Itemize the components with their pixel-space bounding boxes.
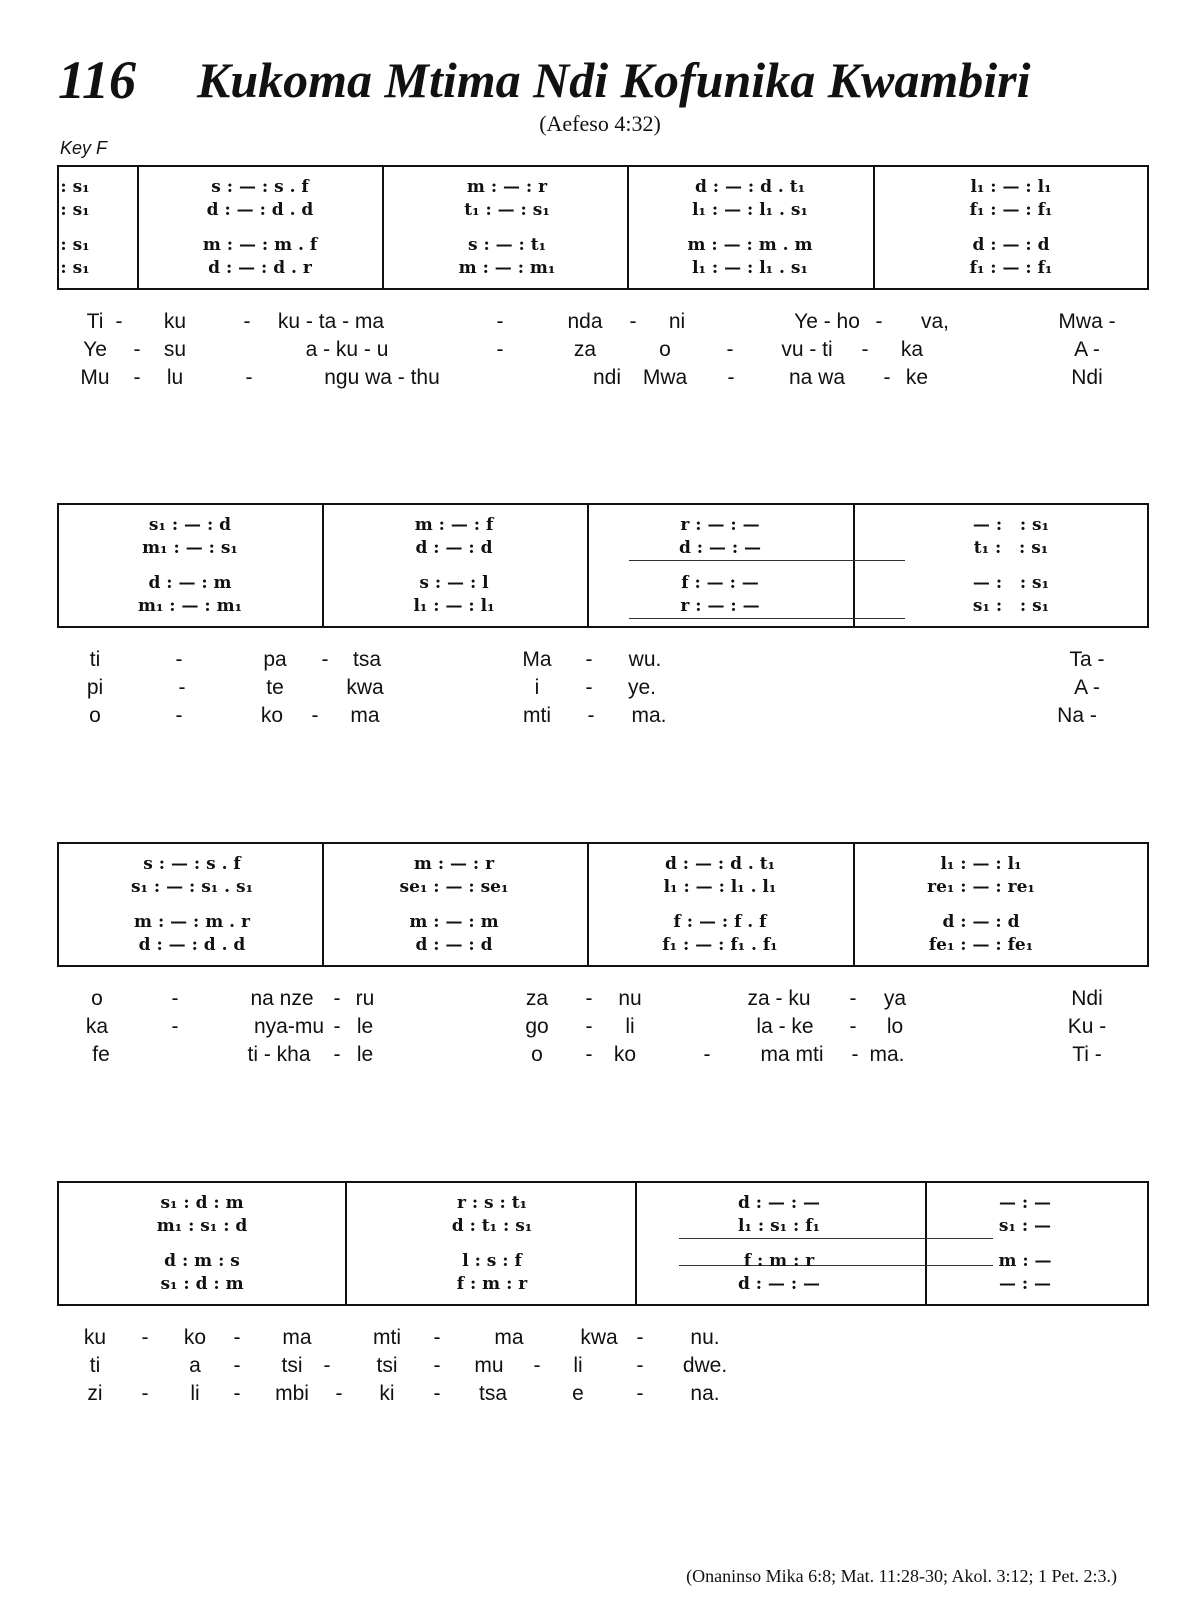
lyric-syllable: Ndi: [1071, 987, 1103, 1010]
lyric-syllable: -: [433, 1326, 441, 1349]
lyric-line-verse-2: [57, 336, 1149, 364]
lyric-syllable: -: [851, 1043, 859, 1066]
solfa-measure: r : s : t₁: [456, 1193, 528, 1213]
lyric-syllable: e: [572, 1382, 584, 1405]
lyric-syllable: ku: [83, 1326, 107, 1349]
lyric-line-verse-1: [57, 308, 1149, 336]
solfa-measure: f : m : r: [456, 1274, 528, 1294]
solfa-measure: l₁ : — : l₁ . s₁: [692, 200, 808, 220]
lyric-syllable: -: [585, 676, 593, 699]
lyric-syllable: ko: [183, 1326, 207, 1349]
solfa-measure: : s₁: [60, 235, 90, 255]
lyric-syllable: za: [573, 338, 597, 361]
lyric-syllable: Ta -: [1069, 648, 1105, 671]
lyric-line-verse-1: [57, 646, 1149, 674]
lyric-syllable: ru: [355, 987, 375, 1010]
lyric-syllable: tsa: [352, 648, 382, 671]
lyric-syllable: -: [636, 1354, 644, 1377]
lyric-line-verse-1: [57, 985, 1149, 1013]
solfa-measure: f : m : r: [743, 1251, 815, 1271]
solfa-measure: m : —: [998, 1251, 1052, 1271]
solfa-measure: s₁ : — : s₁ . s₁: [130, 877, 254, 897]
lyric-syllable: ma mti: [760, 1043, 824, 1066]
lyric-syllable: a - ku - u: [305, 338, 389, 361]
solfa-measure: d : — : d . r: [208, 258, 312, 278]
lyric-syllable: ko: [260, 704, 284, 727]
lyric-syllable: nya-mu: [253, 1015, 325, 1038]
solfa-measure: d : — : —: [737, 1274, 821, 1294]
solfa-measure: s₁ : d : m: [160, 1193, 244, 1213]
lyric-syllable: -: [585, 1015, 593, 1038]
solfa-measure: fe₁ : — : fe₁: [928, 935, 1034, 955]
solfa-measure: — : : s₁: [972, 573, 1050, 593]
lyric-syllable: na nze: [250, 987, 314, 1010]
lyric-syllable: za: [525, 987, 549, 1010]
lyric-line-verse-3: [57, 364, 1149, 392]
solfa-measure: : s₁: [60, 200, 90, 220]
lyric-syllable: Ndi: [1071, 366, 1103, 389]
solfa-measure: f : — : —: [681, 573, 759, 593]
lyric-syllable: i: [534, 676, 540, 699]
lyric-syllable: ye.: [627, 676, 657, 699]
lyric-syllable: zi: [87, 1382, 103, 1405]
solfa-measure: s₁ : d : m: [160, 1274, 244, 1294]
lyric-syllable: la - ke: [756, 1015, 814, 1038]
lyric-syllable: Ti -: [1072, 1043, 1102, 1066]
lyric-syllable: -: [141, 1382, 149, 1405]
scripture-reference: (Aefeso 4:32): [539, 111, 661, 136]
voice-part-row: [57, 256, 1149, 280]
lyric-syllable: ngu wa - thu: [324, 366, 440, 389]
solfa-measure: m : — : r: [413, 854, 495, 874]
lyric-syllable: o: [531, 1043, 543, 1066]
key-signature-label: Key F: [60, 138, 108, 158]
lyric-syllable: nda: [567, 310, 603, 333]
voice-part-row: [57, 1191, 1149, 1215]
solfa-measure: f₁ : — : f₁: [969, 200, 1053, 220]
solfa-measure: m₁ : s₁ : d: [156, 1216, 248, 1236]
lyric-syllable: -: [243, 310, 251, 333]
solfa-measure: l₁ : — : l₁ . s₁: [692, 258, 808, 278]
solfa-measure: m : — : f: [414, 515, 494, 535]
lyric-syllable: -: [849, 987, 857, 1010]
lyric-syllable: -: [141, 1326, 149, 1349]
solfa-measure: f₁ : — : f₁ . f₁: [662, 935, 778, 955]
lyric-syllable: -: [433, 1382, 441, 1405]
lyric-line-verse-2: [57, 1013, 1149, 1041]
solfa-measure: s : — : s . f: [143, 854, 241, 874]
lyric-syllable: tsa: [478, 1382, 508, 1405]
music-system-2: [57, 503, 1149, 736]
lyric-syllable: -: [883, 366, 891, 389]
lyric-syllable: -: [171, 1015, 179, 1038]
lyric-syllable: fe: [92, 1043, 110, 1066]
lyric-syllable: -: [587, 704, 595, 727]
lyric-syllable: -: [133, 366, 141, 389]
lyric-syllable: su: [163, 338, 187, 361]
lyric-syllable: -: [496, 338, 504, 361]
solfa-measure: d : — : —: [737, 1193, 821, 1213]
lyric-syllable: A -: [1074, 676, 1100, 699]
lyric-syllable: Na -: [1057, 704, 1097, 727]
lyric-line-verse-3: [57, 702, 1149, 730]
lyric-syllable: kwa: [580, 1326, 618, 1349]
lyric-syllable: vu - ti: [781, 338, 833, 361]
solfa-measure: — : —: [998, 1274, 1052, 1294]
lyric-syllable: A -: [1074, 338, 1100, 361]
lyric-syllable: Mu: [80, 366, 110, 389]
voice-part-row: [57, 594, 1149, 618]
solfa-measure: t₁ : : s₁: [973, 538, 1049, 558]
lyric-syllable: le: [356, 1015, 374, 1038]
lyric-syllable: dwe.: [682, 1354, 728, 1377]
lyric-syllable: ku - ta - ma: [277, 310, 385, 333]
lyric-syllable: -: [629, 310, 637, 333]
voice-part-row: [57, 513, 1149, 537]
lyric-syllable: ke: [905, 366, 929, 389]
solfa-measure: s : — : l: [419, 573, 489, 593]
lyric-syllable: Ye: [83, 338, 107, 361]
lyric-syllable: -: [703, 1043, 711, 1066]
lyric-syllable: -: [849, 1015, 857, 1038]
solfa-measure: d : — : d: [415, 538, 493, 558]
lyric-syllable: -: [585, 1043, 593, 1066]
solfa-measure: d : — : d . t₁: [694, 177, 806, 197]
music-system-3: [57, 842, 1149, 1075]
lyric-syllable: ti: [89, 1354, 101, 1377]
hymn-title: Kukoma Mtima Ndi Kofunika Kwambiri: [197, 52, 1031, 108]
lyric-syllable: go: [525, 1015, 549, 1038]
lyric-syllable: -: [636, 1382, 644, 1405]
lyric-syllable: li: [625, 1015, 635, 1038]
solfa-measure: r : — : —: [680, 596, 760, 616]
solfa-measure: f : — : f . f: [673, 912, 767, 932]
solfa-measure: — : : s₁: [972, 515, 1050, 535]
music-system-1: [57, 165, 1149, 398]
voice-part-row: [57, 1272, 1149, 1296]
solfa-measure: l : s : f: [462, 1251, 522, 1271]
solfa-measure: r : — : —: [680, 515, 760, 535]
lyric-syllable: -: [875, 310, 883, 333]
lyric-syllable: ko: [613, 1043, 637, 1066]
slur-line: [629, 560, 905, 561]
lyric-syllable: tsi: [281, 1354, 303, 1377]
lyric-syllable: -: [175, 704, 183, 727]
voice-part-row: [57, 233, 1149, 257]
lyric-syllable: nu.: [690, 1326, 720, 1349]
lyric-syllable: ma.: [631, 704, 667, 727]
lyric-syllable: -: [726, 338, 734, 361]
solfa-measure: d : — : m: [148, 573, 232, 593]
lyric-syllable: ti: [89, 648, 101, 671]
lyric-syllable: o: [91, 987, 103, 1010]
solfa-measure: — : —: [998, 1193, 1052, 1213]
voice-part-row: [57, 933, 1149, 957]
lyric-syllable: za - ku: [747, 987, 811, 1010]
lyric-syllable: tsi: [376, 1354, 398, 1377]
lyric-syllable: ma: [494, 1326, 524, 1349]
voice-part-row: [57, 536, 1149, 560]
lyric-syllable: -: [175, 648, 183, 671]
lyric-syllable: ni: [668, 310, 686, 333]
voice-part-row: [57, 1214, 1149, 1238]
lyric-syllable: ma.: [869, 1043, 905, 1066]
solfa-measure: m : — : r: [466, 177, 548, 197]
lyric-syllable: na.: [690, 1382, 720, 1405]
lyric-syllable: -: [585, 648, 593, 671]
solfa-measure: d : — : d: [942, 912, 1020, 932]
lyric-syllable: o: [659, 338, 671, 361]
voice-part-row: [57, 1249, 1149, 1273]
solfa-measure: m : — : m: [409, 912, 499, 932]
lyric-syllable: li: [573, 1354, 583, 1377]
lyric-syllable: ka: [85, 1015, 109, 1038]
lyric-syllable: -: [496, 310, 504, 333]
lyric-syllable: -: [233, 1326, 241, 1349]
lyric-line-verse-1: [57, 1324, 1149, 1352]
lyric-syllable: ki: [379, 1382, 395, 1405]
lyric-line-verse-2: [57, 674, 1149, 702]
solfa-measure: l₁ : s₁ : f₁: [738, 1216, 820, 1236]
lyric-syllable: pi: [86, 676, 104, 699]
lyric-syllable: mti: [373, 1326, 401, 1349]
lyric-syllable: ya: [883, 987, 907, 1010]
voice-part-row: [57, 910, 1149, 934]
solfa-measure: s₁ : — : d: [148, 515, 232, 535]
lyric-syllable: na wa: [788, 366, 846, 389]
solfa-measure: l₁ : — : l₁ . l₁: [663, 877, 777, 897]
lyric-syllable: nu: [618, 987, 642, 1010]
solfa-measure: se₁ : — : se₁: [399, 877, 509, 897]
solfa-measure: s₁ : —: [998, 1216, 1052, 1236]
lyric-syllable: -: [323, 1354, 331, 1377]
solfa-measure: m : — : m . m: [687, 235, 813, 255]
lyric-syllable: -: [335, 1382, 343, 1405]
lyric-syllable: ti - kha: [247, 1043, 311, 1066]
solfa-measure: s₁ : : s₁: [972, 596, 1050, 616]
solfa-measure: d : — : d: [415, 935, 493, 955]
hymn-number: 116: [58, 50, 137, 110]
lyric-syllable: Mwa: [642, 366, 688, 389]
lyric-syllable: mu: [474, 1354, 504, 1377]
lyric-line-verse-3: [57, 1041, 1149, 1069]
voice-part-row: [57, 571, 1149, 595]
slur-line: [679, 1238, 993, 1239]
lyric-line-verse-2: [57, 1352, 1149, 1380]
lyric-syllable: ka: [900, 338, 924, 361]
solfa-measure: d : — : d . d: [206, 200, 314, 220]
solfa-measure: : s₁: [60, 177, 90, 197]
lyric-syllable: le: [356, 1043, 374, 1066]
lyric-syllable: li: [190, 1382, 200, 1405]
solfa-measure: m₁ : — : s₁: [142, 538, 238, 558]
voice-part-row: [57, 875, 1149, 899]
solfa-measure: s : — : s . f: [211, 177, 309, 197]
solfa-measure: d : — : d . t₁: [664, 854, 776, 874]
lyric-syllable: Ye - ho: [794, 310, 860, 333]
lyric-syllable: -: [115, 310, 123, 333]
voice-part-row: [57, 175, 1149, 199]
lyric-syllable: -: [585, 987, 593, 1010]
solfa-measure: s : — : t₁: [467, 235, 547, 255]
solfa-measure: m₁ : — : m₁: [137, 596, 243, 616]
lyric-syllable: Ti: [86, 310, 104, 333]
lyric-syllable: lo: [886, 1015, 904, 1038]
lyric-syllable: -: [533, 1354, 541, 1377]
lyric-syllable: ma: [350, 704, 380, 727]
solfa-measure: d : t₁ : s₁: [451, 1216, 533, 1236]
lyric-syllable: -: [333, 987, 341, 1010]
solfa-measure: m : — : m₁: [458, 258, 556, 278]
lyric-syllable: -: [321, 648, 329, 671]
lyric-line-verse-3: [57, 1380, 1149, 1408]
lyric-syllable: -: [333, 1043, 341, 1066]
lyric-syllable: Ma: [522, 648, 552, 671]
lyric-syllable: -: [245, 366, 253, 389]
solfa-measure: m : — : m . r: [134, 912, 250, 932]
lyric-syllable: -: [233, 1354, 241, 1377]
lyric-syllable: ku: [163, 310, 187, 333]
lyric-syllable: -: [133, 338, 141, 361]
lyric-syllable: -: [727, 366, 735, 389]
solfa-measure: m : — : m . f: [202, 235, 318, 255]
lyric-syllable: -: [861, 338, 869, 361]
lyric-syllable: pa: [263, 648, 287, 671]
lyric-syllable: ma: [282, 1326, 312, 1349]
lyric-syllable: va,: [920, 310, 950, 333]
lyric-syllable: lu: [166, 366, 184, 389]
lyric-syllable: -: [233, 1382, 241, 1405]
lyric-syllable: -: [171, 987, 179, 1010]
lyric-syllable: wu.: [628, 648, 662, 671]
lyric-syllable: ndi: [592, 366, 622, 389]
lyric-syllable: -: [636, 1326, 644, 1349]
lyric-syllable: mti: [523, 704, 551, 727]
slur-line: [629, 618, 905, 619]
lyric-syllable: -: [311, 704, 319, 727]
solfa-measure: d : — : d: [972, 235, 1050, 255]
solfa-measure: d : — : d . d: [138, 935, 246, 955]
lyric-syllable: Mwa -: [1058, 310, 1116, 333]
voice-part-row: [57, 198, 1149, 222]
solfa-measure: t₁ : — : s₁: [464, 200, 550, 220]
cross-reference-footnote: (Onaninso Mika 6:8; Mat. 11:28-30; Akol. 3:12; 1 Pet. 2:3.): [686, 1566, 1117, 1586]
solfa-measure: l₁ : — : l₁: [940, 854, 1022, 874]
solfa-measure: : s₁: [60, 258, 90, 278]
lyric-syllable: Ku -: [1067, 1015, 1107, 1038]
solfa-measure: d : — : —: [678, 538, 762, 558]
lyric-syllable: a: [189, 1354, 201, 1377]
lyric-syllable: -: [333, 1015, 341, 1038]
solfa-measure: re₁ : — : re₁: [927, 877, 1035, 897]
lyric-syllable: -: [178, 676, 186, 699]
lyric-syllable: o: [89, 704, 101, 727]
lyric-syllable: -: [433, 1354, 441, 1377]
lyric-syllable: te: [266, 676, 284, 699]
solfa-measure: d : m : s: [164, 1251, 240, 1271]
lyric-syllable: kwa: [346, 676, 384, 699]
solfa-measure: f₁ : — : f₁: [969, 258, 1053, 278]
lyric-syllable: mbi: [275, 1382, 309, 1405]
voice-part-row: [57, 852, 1149, 876]
solfa-measure: l₁ : — : l₁: [970, 177, 1052, 197]
solfa-measure: l₁ : — : l₁: [413, 596, 495, 616]
music-system-4: [57, 1181, 1149, 1414]
